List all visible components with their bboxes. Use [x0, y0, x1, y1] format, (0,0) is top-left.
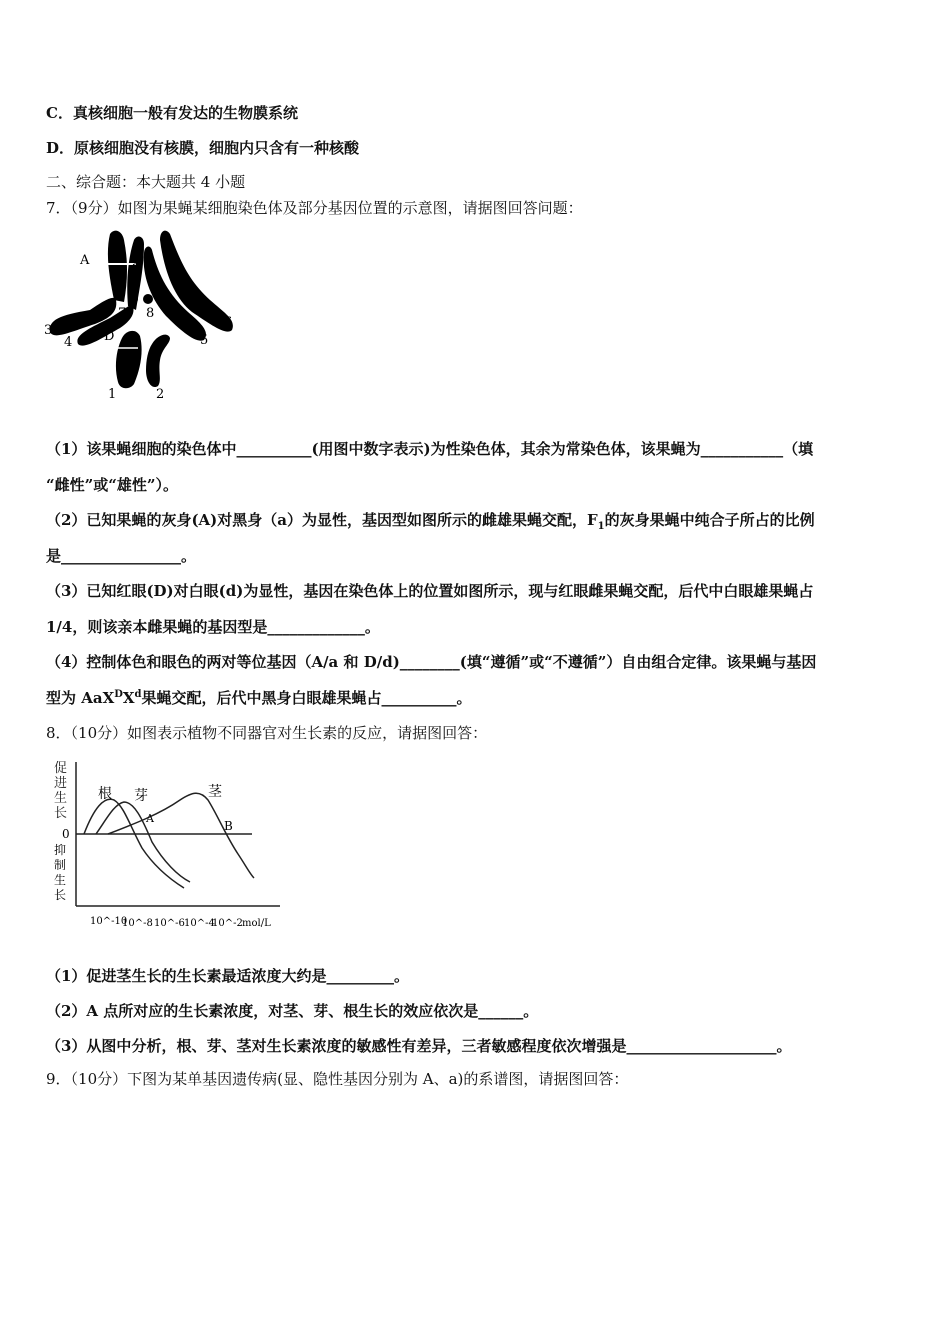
- curve-root: [84, 799, 184, 888]
- q7-p4-line1: （4）控制体色和眼色的两对等位基因（A/a 和 D/d)________(填“遵循”或“不遵循”）自由组合定律。该果蝇与基因: [46, 653, 817, 671]
- x-unit: mol/L: [242, 918, 271, 929]
- q8-stem: 8．（10分）如图表示植物不同器官对生长素的反应，请据图回答：: [46, 724, 488, 742]
- chromosome-8: [143, 294, 153, 304]
- x-tick-4: 10^-4: [184, 918, 215, 929]
- curve-stem: [108, 793, 254, 878]
- section-title: 二、综合题：本大题共 4 小题: [46, 173, 246, 191]
- label-6: 6: [224, 315, 233, 330]
- x-tick-3: 10^-6: [154, 918, 185, 929]
- chromosome-7: [128, 294, 138, 304]
- q9-stem: 9．（10分）下图为某单基因遗传病(显、隐性基因分别为 A、a)的系谱图，请据图回答：: [46, 1070, 629, 1088]
- label-A: A: [80, 253, 90, 268]
- label-3: 3: [44, 323, 53, 338]
- q8-p3: （3）从图中分析，根、芽、茎对生长素浓度的敏感性有差异，三者敏感程度依次增强是____________________。: [46, 1037, 792, 1055]
- label-D: D: [104, 329, 115, 344]
- label-a: a: [132, 257, 140, 272]
- chromosome-figure: [40, 220, 240, 410]
- x-tick-1: 10^-10: [90, 916, 128, 927]
- series-stem: 茎: [208, 784, 222, 800]
- chromosome-3-arm: [108, 231, 127, 302]
- chromosome-2: [146, 335, 170, 387]
- label-7: 7: [118, 306, 127, 321]
- x-tick-2: 10^-8: [122, 918, 153, 929]
- label-5: 5: [200, 333, 209, 348]
- q7-p3-line2: 1/4，则该亲本雌果蝇的基因型是_____________。: [46, 618, 380, 636]
- q7-p1-line1: （1）该果蝇细胞的染色体中__________(用图中数字表示)为性染色体，其余为常染色体，该果蝇为___________（填: [46, 440, 814, 458]
- ylabel-bottom: 抑制生长: [54, 843, 67, 902]
- label-1: 1: [108, 387, 117, 402]
- series-root: 根: [98, 786, 112, 802]
- label-8: 8: [146, 306, 155, 321]
- series-bud: 芽: [134, 788, 148, 804]
- q7-p2-line2: 是________________。: [46, 547, 197, 565]
- point-B: B: [224, 819, 233, 833]
- x-tick-5: 10^-2: [212, 918, 243, 929]
- q8-p2: （2）A 点所对应的生长素浓度，对茎、芽、根生长的效应依次是______。: [46, 1002, 539, 1020]
- q7-p4-line2: 型为 $AaX^DX^d$果蝇交配，后代中黑身白眼雄果蝇占__________。: [46, 689, 472, 707]
- q7-p3-line1: （3）已知红眼(D)对白眼(d)为显性，基因在染色体上的位置如图所示，现与红眼雌果蝇交配，后代中白眼雄果蝇占: [46, 582, 814, 600]
- q7-stem: 7．（9分）如图为果蝇某细胞染色体及部分基因位置的示意图，请据图回答问题：: [46, 199, 583, 217]
- label-2: 2: [156, 387, 165, 402]
- ylabel-top-1: 促进生长: [54, 761, 68, 821]
- option-d: D．原核细胞没有核膜，细胞内只含有一种核酸: [46, 139, 360, 157]
- zero-label: 0: [62, 827, 70, 841]
- curve-bud: [96, 802, 190, 882]
- label-4: 4: [64, 335, 73, 350]
- option-c: C．真核细胞一般有发达的生物膜系统: [46, 104, 298, 122]
- point-A: A: [146, 812, 154, 825]
- auxin-chart: [50, 756, 290, 936]
- q8-p1: （1）促进茎生长的生长素最适浓度大约是_________。: [46, 967, 409, 985]
- q7-p1-line2: “雌性”或“雄性”）。: [46, 476, 179, 494]
- chromosome-1: [116, 331, 142, 388]
- q7-p2-line1: （2）已知果蝇的灰身(A)对黑身（a）为显性，基因型如图所示的雌雄果蝇交配，$F_1$的灰身果蝇中纯合子所占的比例: [46, 511, 815, 532]
